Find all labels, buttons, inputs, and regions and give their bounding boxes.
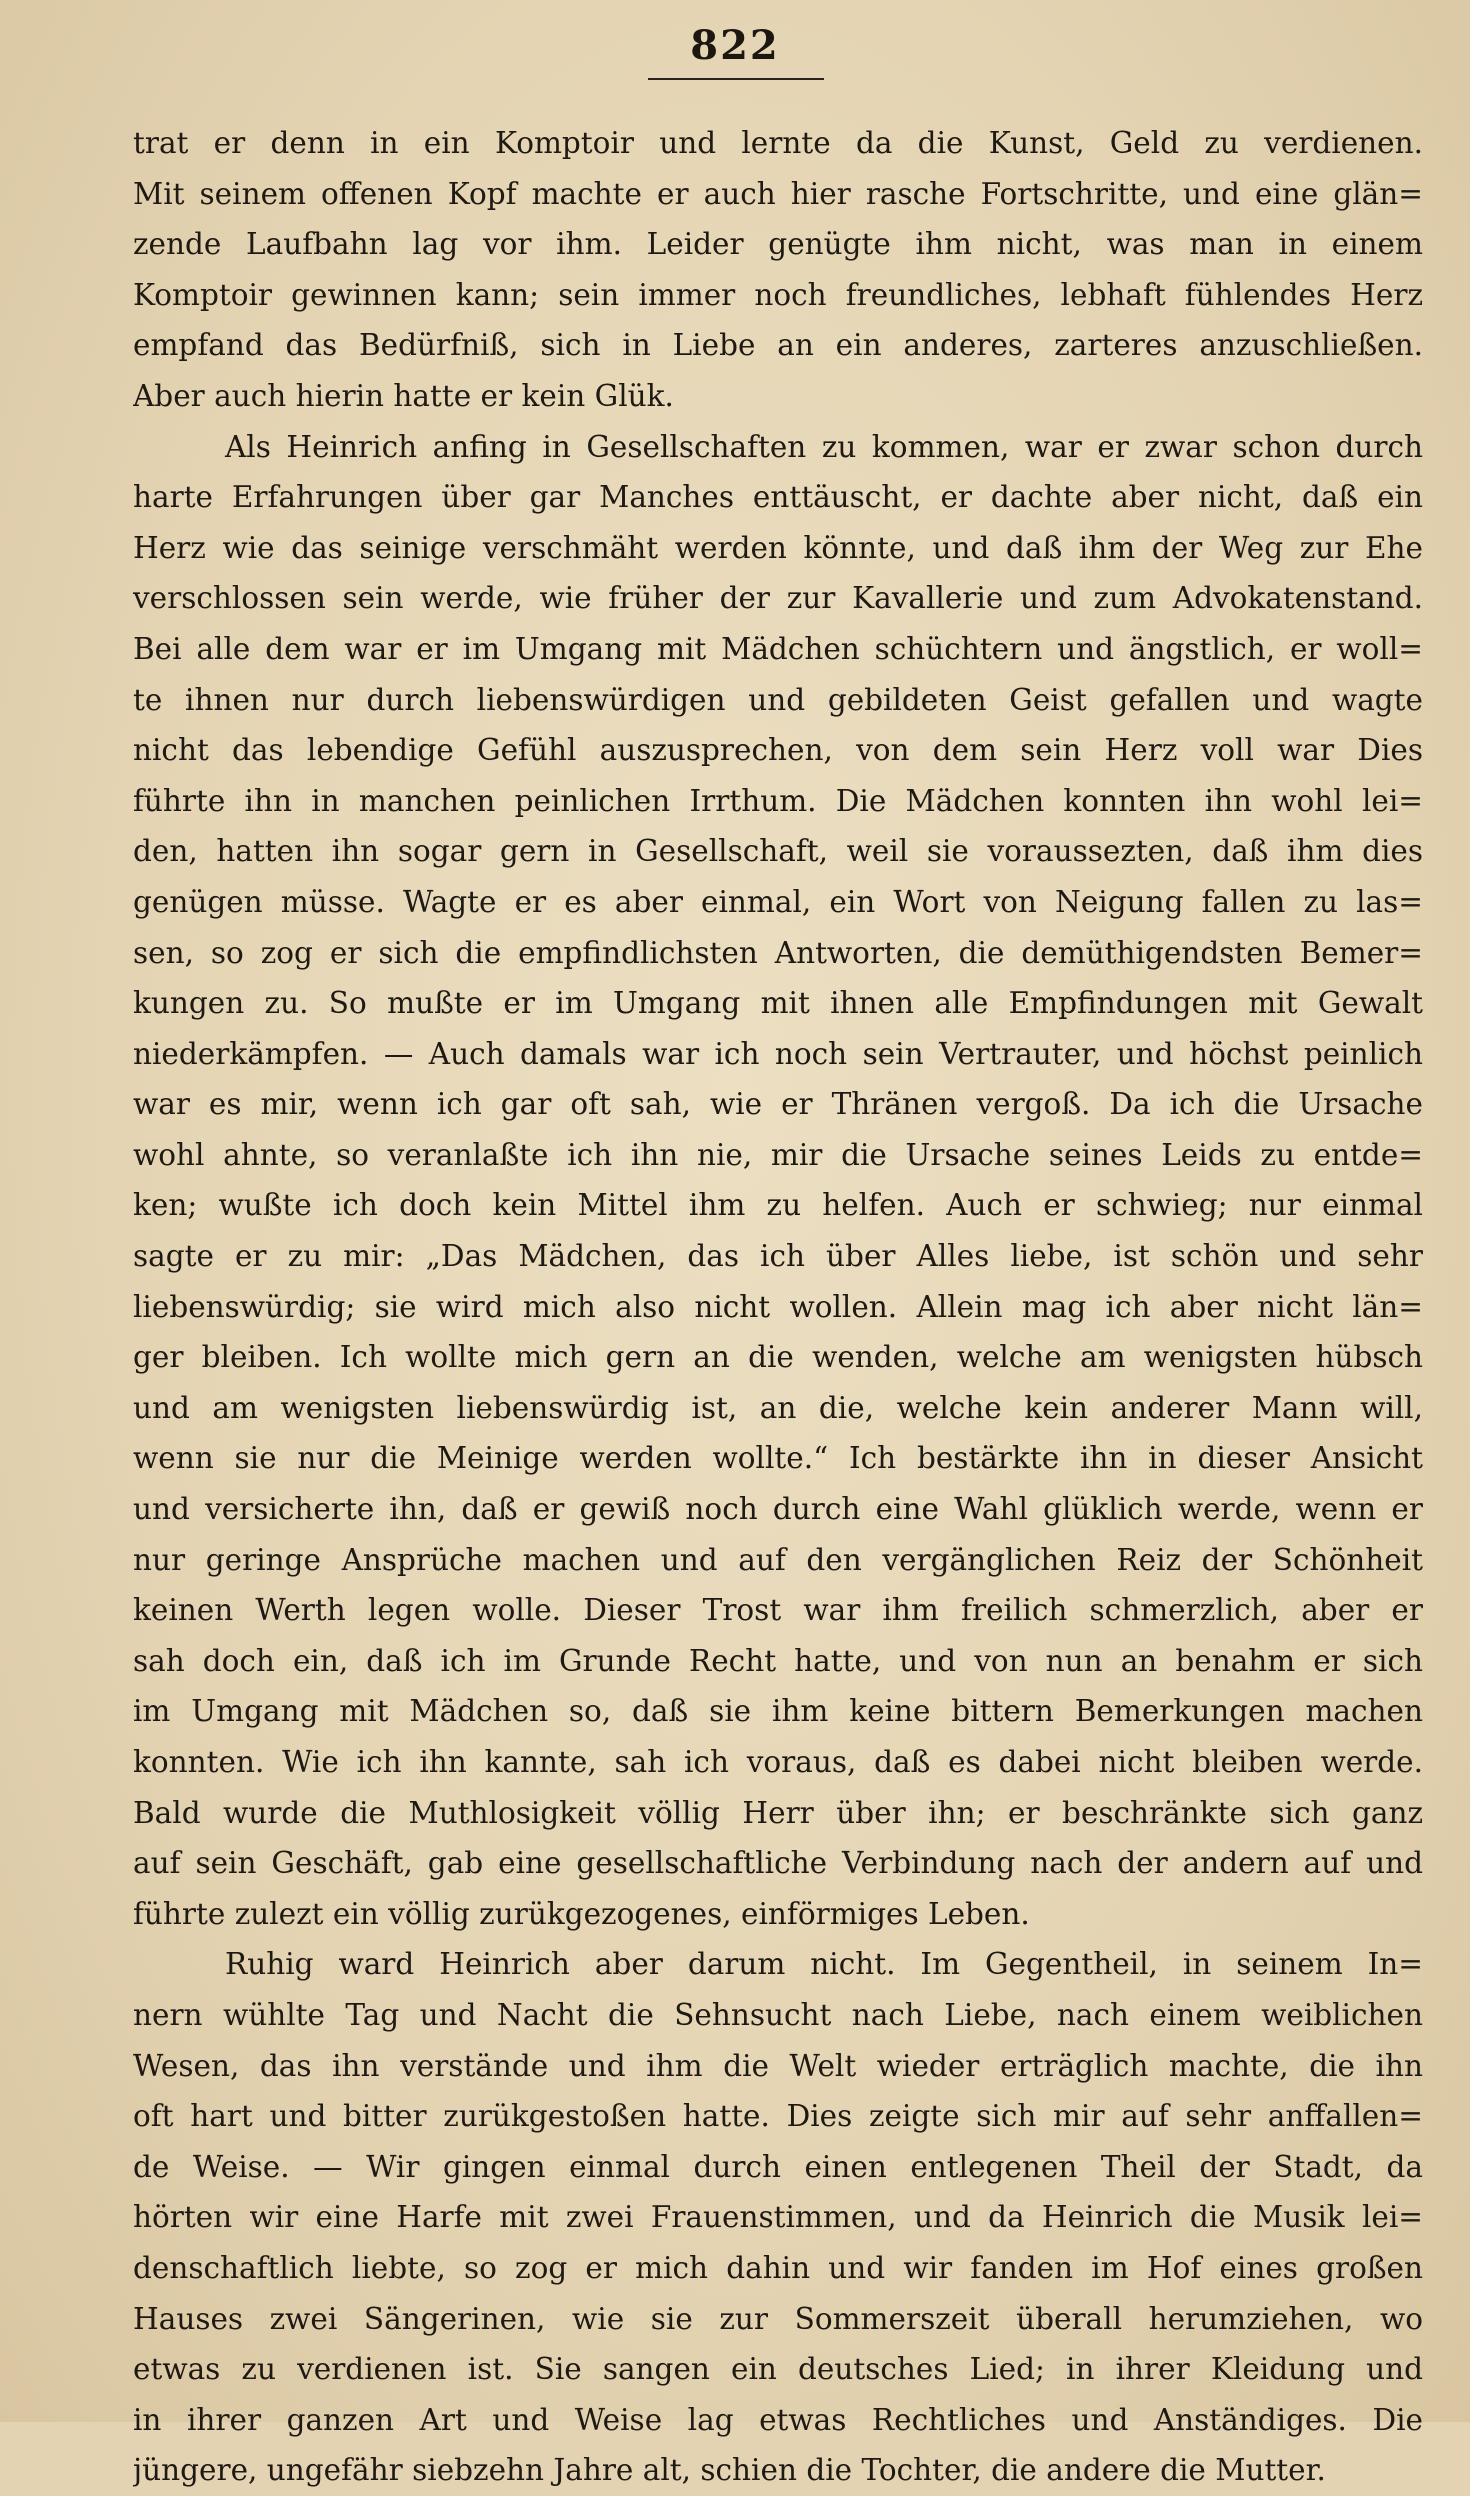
text-line: oft hart und bitter zurükgestoßen hatte. Dies zeigte sich mir auf sehr anffallen=	[133, 2099, 1423, 2134]
text-line: keinen Werth legen wolle. Dieser Trost war ihm freilich schmerzlich, aber er	[133, 1593, 1423, 1628]
text-line: den, hatten ihn sogar gern in Gesellschaft, weil sie voraussezten, daß ihm dies	[133, 834, 1423, 869]
text-line: Hauses zwei Sängerinen, wie sie zur Sommerszeit überall herumziehen, wo	[133, 2301, 1423, 2336]
text-line: zende Laufbahn lag vor ihm. Leider genügte ihm nicht, was man in einem	[133, 227, 1423, 262]
text-line: Bei alle dem war er im Umgang mit Mädchen schüchtern und ängstlich, er woll=	[133, 631, 1423, 666]
text-line: Herz wie das seinige verschmäht werden könnte, und daß ihm der Weg zur Ehe	[133, 530, 1423, 565]
text-line: auf sein Geschäft, gab eine gesellschaftliche Verbindung nach der andern auf und	[133, 1846, 1423, 1881]
header-rule	[648, 78, 824, 80]
text-line: jüngere, ungefähr siebzehn Jahre alt, schien die Tochter, die andere die Mutter.	[133, 2453, 1326, 2488]
text-line: konnten. Wie ich ihn kannte, sah ich voraus, daß es dabei nicht bleiben werde.	[133, 1745, 1423, 1779]
text-line: de Weise. — Wir gingen einmal durch einen entlegenen Theil der Stadt, da	[133, 2149, 1423, 2184]
text-line: und versicherte ihn, daß er gewiß noch durch eine Wahl glüklich werde, wenn er	[133, 1492, 1423, 1527]
text-line: war es mir, wenn ich gar oft sah, wie er Thränen vergoß. Da ich die Ursache	[133, 1087, 1423, 1122]
text-line: ger bleiben. Ich wollte mich gern an die wenden, welche am wenigsten hübsch	[133, 1340, 1423, 1375]
text-line: harte Erfahrungen über gar Manches enttäuscht, er dachte aber nicht, daß ein	[133, 480, 1423, 515]
text-line: liebenswürdig; sie wird mich also nicht wollen. Allein mag ich aber nicht län=	[133, 1289, 1423, 1324]
text-line: te ihnen nur durch liebenswürdigen und gebildeten Geist gefallen und wagte	[133, 682, 1423, 717]
text-line: sah doch ein, daß ich im Grunde Recht hatte, und von nun an benahm er sich	[133, 1643, 1423, 1678]
text-line: führte zulezt ein völlig zurükgezogenes, einförmiges Leben.	[133, 1896, 1030, 1931]
text-line: nicht das lebendige Gefühl auszusprechen, von dem sein Herz voll war Dies	[133, 733, 1423, 768]
text-line: wohl ahnte, so veranlaßte ich ihn nie, mir die Ursache seines Leids zu entde=	[133, 1137, 1423, 1172]
text-line: ken; wußte ich doch kein Mittel ihm zu helfen. Auch er schwieg; nur einmal	[133, 1188, 1423, 1223]
text-line: niederkämpfen. — Auch damals war ich noch sein Vertrauter, und höchst peinlich	[133, 1036, 1423, 1071]
text-line: Ruhig ward Heinrich aber darum nicht. Im Gegentheil, in seinem In=	[225, 1947, 1423, 1982]
text-line: Wesen, das ihn verstände und ihm die Welt wieder erträglich machte, die ihn	[133, 2048, 1423, 2083]
text-line: hörten wir eine Harfe mit zwei Frauenstimmen, und da Heinrich die Musik lei=	[133, 2200, 1423, 2235]
text-line: trat er denn in ein Komptoir und lernte da die Kunst, Geld zu verdienen.	[133, 126, 1423, 160]
text-line: verschlossen sein werde, wie früher der zur Kavallerie und zum Advokatenstand.	[133, 581, 1423, 616]
text-line: nern wühlte Tag und Nacht die Sehnsucht nach Liebe, nach einem weiblichen	[133, 1997, 1423, 2032]
text-line: Bald wurde die Muthlosigkeit völlig Herr über ihn; er beschränkte sich ganz	[133, 1795, 1423, 1830]
page-number: 822	[690, 22, 780, 69]
text-line: sagte er zu mir: „Das Mädchen, das ich über Alles liebe, ist schön und sehr	[133, 1239, 1423, 1274]
text-line: Komptoir gewinnen kann; sein immer noch freundliches, lebhaft fühlendes Herz	[133, 277, 1423, 312]
text-line: empfand das Bedürfniß, sich in Liebe an ein anderes, zarteres anzuschließen.	[133, 328, 1423, 363]
text-line: und am wenigsten liebenswürdig ist, an die, welche kein anderer Mann will,	[133, 1390, 1423, 1425]
body-text	[133, 118, 1423, 2496]
text-line: kungen zu. So mußte er im Umgang mit ihnen alle Empfindungen mit Gewalt	[133, 986, 1423, 1021]
text-line: etwas zu verdienen ist. Sie sangen ein deutsches Lied; in ihrer Kleidung und	[133, 2352, 1423, 2387]
text-line: Mit seinem offenen Kopf machte er auch hier rasche Fortschritte, und eine glän=	[133, 176, 1423, 211]
text-line: denschaftlich liebte, so zog er mich dahin und wir fanden im Hof eines großen	[133, 2250, 1423, 2285]
text-line: wenn sie nur die Meinige werden wollte.“ Ich bestärkte ihn in dieser Ansicht	[133, 1441, 1423, 1476]
text-line: Als Heinrich anfing in Gesellschaften zu kommen, war er zwar schon durch	[225, 429, 1423, 464]
text-line: sen, so zog er sich die empfindlichsten Antworten, die demüthigendsten Bemer=	[133, 935, 1423, 970]
text-line: in ihrer ganzen Art und Weise lag etwas Rechtliches und Anständiges. Die	[133, 2402, 1423, 2437]
text-line: führte ihn in manchen peinlichen Irrthum. Die Mädchen konnten ihn wohl lei=	[133, 783, 1423, 818]
text-line: genügen müsse. Wagte er es aber einmal, ein Wort von Neigung fallen zu las=	[133, 884, 1423, 919]
text-line: im Umgang mit Mädchen so, daß sie ihm keine bittern Bemerkungen machen	[133, 1694, 1423, 1729]
text-line: nur geringe Ansprüche machen und auf den vergänglichen Reiz der Schönheit	[133, 1542, 1423, 1577]
text-line: Aber auch hierin hatte er kein Glük.	[133, 378, 674, 413]
